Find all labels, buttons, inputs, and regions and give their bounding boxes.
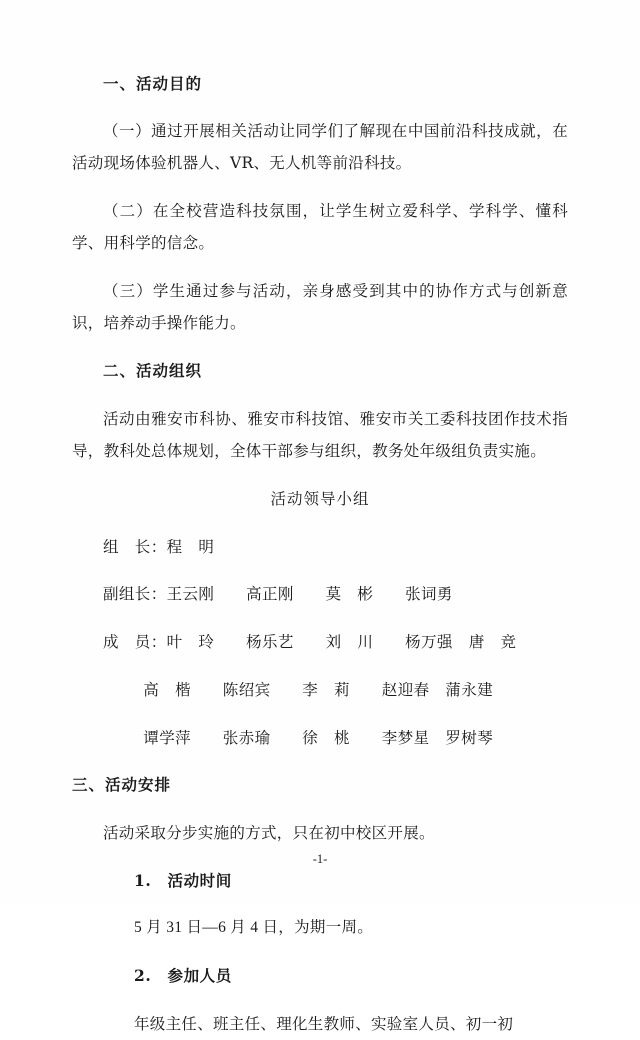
paragraph-purpose-2: （二）在全校营造科技氛围，让学生树立爱科学、学科学、懂科学、用科学的信念。 (72, 195, 568, 259)
page-number-footer: -1- (0, 852, 640, 867)
roster-members-line-3: 谭学萍 张赤瑜 徐 桃 李梦星 罗树琴 (72, 722, 568, 754)
roster-members-line-2: 高 楷 陈绍宾 李 莉 赵迎春 蒲永建 (72, 674, 568, 706)
section-heading-activity-schedule: 三、活动安排 (72, 769, 568, 801)
sub-heading-activity-time: 1. 活动时间 (103, 865, 568, 897)
paragraph-purpose-1: （一）通过开展相关活动让同学们了解现在中国前沿科技成就，在活动现场体验机器人、VR、无人机等前沿科技。 (72, 115, 568, 179)
paragraph-organization: 活动由雅安市科协、雅安市科技馆、雅安市关工委科技团作技术指导，教科处总体规划，全体干部参与组织，教务处年级组负责实施。 (72, 403, 568, 467)
paragraph-purpose-3: （三）学生通过参与活动，亲身感受到其中的协作方式与创新意识，培养动手操作能力。 (72, 275, 568, 339)
roster-deputy-leaders: 副组长：王云刚 高正刚 莫 彬 张词勇 (72, 578, 568, 610)
section-heading-activity-purpose: 一、活动目的 (72, 68, 568, 100)
paragraph-activity-time: 5 月 31 日—6 月 4 日，为期一周。 (103, 912, 568, 944)
subtitle-leadership-group: 活动领导小组 (72, 483, 568, 515)
roster-group-leader: 组 长：程 明 (72, 531, 568, 563)
roster-members-line-1: 成 员：叶 玲 杨乐艺 刘 川 杨万强 唐 竞 (72, 626, 568, 658)
schedule-block (72, 817, 568, 1040)
paragraph-schedule-intro: 活动采取分步实施的方式，只在初中校区开展。 (103, 817, 568, 849)
paragraph-participants: 年级主任、班主任、理化生教师、实验室人员、初一初 (103, 1008, 568, 1040)
sub-heading-participants: 2. 参加人员 (103, 960, 568, 992)
section-heading-activity-organization: 二、活动组织 (72, 355, 568, 387)
document-body (72, 68, 568, 1040)
